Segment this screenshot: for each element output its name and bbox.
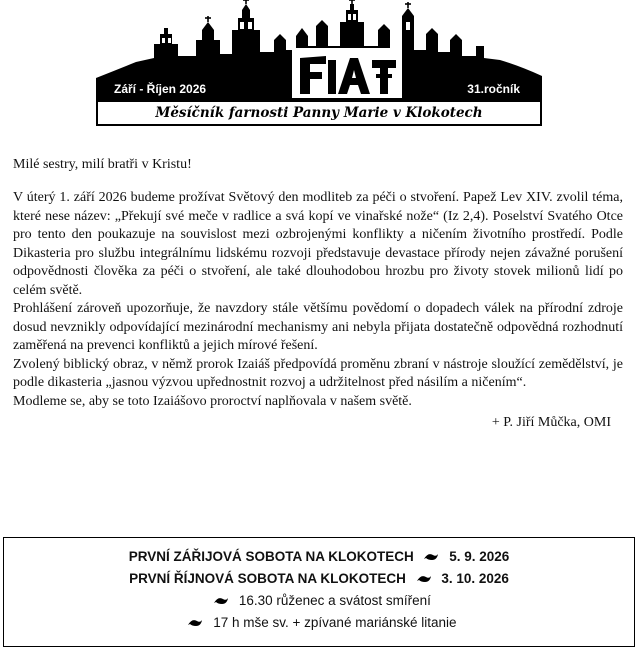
letter-greeting: Milé sestry, milí bratři v Kristu! [13, 157, 192, 172]
logo-text: FIAT [347, 48, 350, 49]
letter-paragraph: Modleme se, aby se toto Izaiášovo proroctví naplňovala v našem světě. [13, 393, 412, 409]
floral-leaf-icon [213, 596, 229, 606]
mass-schedule: 17 h mše sv. + zpívané mariánské litanie [213, 615, 457, 630]
announcement-row [4, 590, 634, 612]
floral-leaf-icon [416, 574, 432, 584]
first-october-saturday-date: 3. 10. 2026 [441, 571, 509, 586]
letter-paragraph: Zvolený biblický obraz, v němž prorok Izaiáš předpovídá proměnu zbraní v nástroje sloužící zemědělství, je podle dikasteria „jasnou výzvou upřednostnit rozvoj a udržitelnost před násilím a ničením“. [13, 356, 623, 390]
masthead [96, 0, 542, 128]
first-september-saturday-date: 5. 9. 2026 [449, 549, 510, 564]
newsletter-subtitle: Měsíčník farnosti Panny Marie v Klokotech [96, 100, 542, 126]
pastoral-letter [13, 156, 623, 432]
announcement-row [4, 612, 634, 634]
first-september-saturday-label: PRVNÍ ZÁŘIJOVÁ SOBOTA NA KLOKOTECH [128, 549, 414, 564]
issue-date-range: Září - Říjen 2026 [114, 82, 207, 96]
announcement-box [3, 537, 635, 647]
rosary-confession-schedule: 16.30 růženec a svátost smíření [238, 593, 431, 608]
announcement-row [4, 546, 634, 568]
floral-leaf-icon [423, 552, 439, 562]
volume-number: 31.ročník [467, 82, 520, 96]
letter-paragraph: Prohlášení zároveň upozorňuje, že navzdory stále většímu povědomí o dopadech válek na přírodní zdroje dosud nevznikly odpovídající mezinárodní mechanismy ani nebyla přijata dostatečně odpovědná rozhodnutí zaměřená na prevenci konfliktů a jejich mírové řešení. [13, 301, 623, 353]
letter-paragraph: V úterý 1. září 2026 budeme prožívat Světový den modliteb za péči o stvoření. Papež Lev XIV. zvolil téma, které nese název: „Překují své meče v radlice a svá kopí ve vinařské nože“ (Iz 2,4). Poselství Svatého Otce pro tento den poukazuje na souvislost mezi ozbrojenými konflikty a ničením životního prostředí. Podle Dikasteria pro službu integrálnímu lidskému rozvoji představuje devastace přírody nejen závažné porušení odpovědnosti člověka za péči o stvoření, ale také dlouhodobou hrozbu pro životy stovek milionů lidí po celém světě. [13, 190, 623, 298]
fiat-logo [292, 48, 402, 98]
announcement-row [4, 568, 634, 590]
floral-leaf-icon [187, 618, 203, 628]
letter-signature: + P. Jiří Můčka, OMI [491, 415, 611, 430]
first-october-saturday-label: PRVNÍ ŘÍJNOVÁ SOBOTA NA KLOKOTECH [129, 571, 406, 586]
